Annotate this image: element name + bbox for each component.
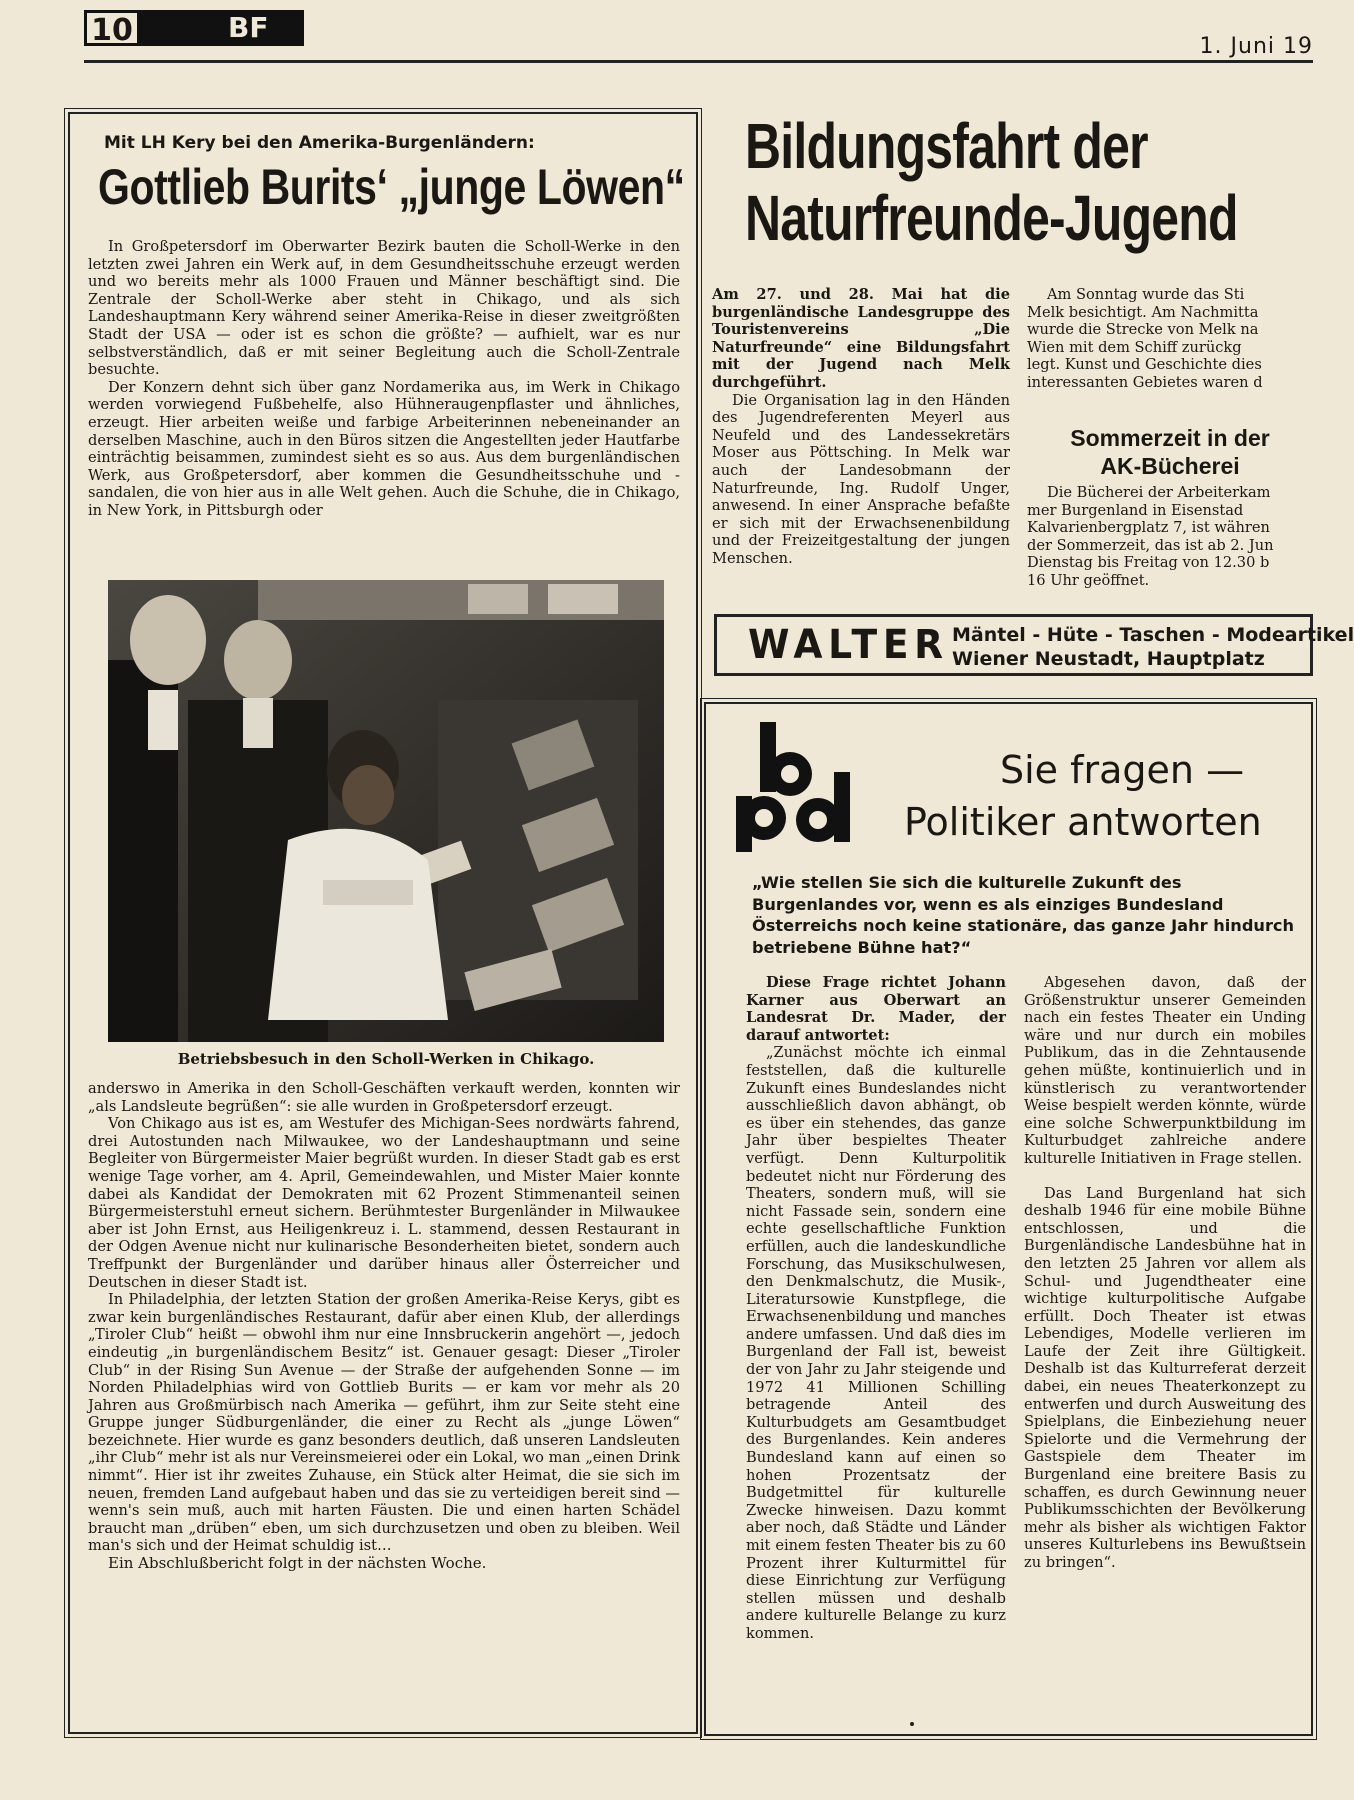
bpd-question: „Wie stellen Sie sich die kulturelle Zukunft des Burgenlandes vor, wenn es als einziges Bundesland Österreichs noch keine stationäre, das ganze Jahr hindurch betriebene Bühne hat?“ (752, 873, 1295, 957)
bpd-title-line1: Sie fragen — (1000, 748, 1245, 792)
footer-dot (910, 1722, 914, 1726)
naturfreunde-body (712, 286, 1010, 591)
paragraph: anderswo in Amerika in den Scholl-Geschäften verkauft werden, konnten wir „als Landsleute begrüßen“: sie alle wurden in Großpetersdorf erzeugt. (88, 1080, 680, 1115)
issue-date: 1. Juni 19 (1199, 34, 1313, 59)
headline-line: Bildungsfahrt der (745, 110, 1148, 182)
text-line: der Sommerzeit, das ist ab 2. Jun (1027, 536, 1274, 554)
bpd-logo-icon (736, 722, 850, 852)
walter-products: Mäntel - Hüte - Taschen - Modeartikel (952, 624, 1354, 646)
text-line: Melk besichtigt. Am Nachmitta (1027, 303, 1259, 321)
bpd-logo (736, 722, 850, 852)
text-line: Kalvarienbergplatz 7, ist währen (1027, 519, 1270, 537)
walter-address: Wiener Neustadt, Hauptplatz (952, 648, 1265, 670)
bpd-title-line2: Politiker antworten (904, 800, 1262, 844)
bpd-answer-col1 (746, 974, 1006, 1719)
page-number: 10 (84, 10, 140, 46)
headline-line: Sommerzeit in der (1070, 425, 1270, 451)
text-line: legt. Kunst und Geschichte dies (1027, 356, 1262, 374)
paragraph: „Zunächst möchte ich einmal feststellen, daß die kulturelle Zukunft eines Bundeslandes nicht ausschließlich davon abhängt, ob es über ein stehendes, das ganze Jahr über bespieltes Theater verfügt. Denn Kulturpolitik bedeutet nicht nur Förderung des Theaters, sondern muß, will sie nicht Fassade sein, sondern eine echte gesellschaftliche Funktion erfüllen, auch die landeskundliche Forschung, das Musikschulwesen, den Denkmalschutz, die Musik-, Literatursowie Kunstpflege, die Erwachsenenbildung und manches andere umfassen. Und daß dies im Burgenland der Fall ist, beweist der von Jahr zu Jahr steigende und 1972 41 Millionen Schilling betragende Anteil des Kulturbudgets am Gesamtbudget des Burgenlandes. Kein anderes Bundesland kann auf einen so hohen Prozentsatz der Budgetmittel für kulturelle Zwecke hinweisen. Dazu kommt aber noch, daß Städte und Länder mit einem festen Theater bis zu 60 Prozent ihrer Kulturmittel für diese Einrichtung zur Verfügung stellen müssen und deshalb andere kulturelle Belange zu kurz kommen. (746, 1044, 1006, 1642)
naturfreunde-headline (745, 110, 1238, 254)
header-rule (84, 60, 1313, 63)
paragraph: Von Chikago aus ist es, am Westufer des Michigan-Sees nordwärts fahrend, drei Autostunden nach Milwaukee, wo der Landeshauptmann und seine Begleiter von Bürgermeister Maier begrüßt wurden. In dieser Stadt gab es erst wenige Tage vorher, am 4. April, Gemeindewahlen, und Mister Maier konnte dabei als Kandidat der Demokraten mit 62 Prozent Stimmenanteil seinen Bürgermeisterstuhl erneut sichern. Berühmtester Burgenländer in Milwaukee aber ist John Ernst, aus Heiligenkreuz i. L. stammend, dessen Restaurant in der Odgen Avenue nicht nur kulinarische Besonderheiten bietet, sondern auch Treffpunkt der Burgenländer und darüber hinaus aller Österreicher und Deutschen in dieser Stadt ist. (88, 1115, 680, 1291)
paragraph: Das Land Burgenland hat sich deshalb 1946 für eine mobile Bühne entschlossen, und die Burgenländische Landesbühne hat in den letzten 25 Jahren vor allem als Schul- und Jugendtheater eine wichtige kulturpolitische Aufgabe erfüllt. Doch Theater ist etwas Lebendiges, Modelle verlieren im Laufe der Zeit ihre Gültigkeit. Deshalb ist das Kulturreferat derzeit dabei, ein neues Theaterkonzept zu entwerfen und durch Ausweitung des Spielplans, die Einbeziehung neuer Spielorte und die Vermehrung der Gastspiele dem Theater im Burgenland eine breitere Basis zu schaffen, es durch Gewinnung neuer Publikumsschichten der Bevölkerung mehr als bisher als wichtigen Faktor unseres Kulturlebens ins Bewußtsein zu bringen“. (1024, 1184, 1306, 1571)
article-headline: Gottlieb Burits‘ „junge Löwen“ (98, 159, 685, 215)
paragraph: Der Konzern dehnt sich über ganz Nordamerika aus, im Werk in Chikago werden vorwiegend Fußbehelfe, also Hühneraugenpflaster und ähnliches, erzeugt. Hier arbeiten weiße und farbige Arbeiterinnen nebeneinander an derselben Maschine, auch in den Büros sitzen die Angestellten jeder Hautfarbe einträchtig beisammen, zumindest sieht es so aus. Aus dem burgenländischen Werk, aus Großpetersdorf, aber kommen die Gesundheitsschuhe und -sandalen, die von hier aus in alle Welt gehen. Auch die Schuhe, die in Chikago, in New York, in Pittsburgh oder (88, 378, 680, 519)
naturfreunde-body-continued (1027, 286, 1313, 396)
section-tag: BF (140, 10, 304, 46)
factory-photo (108, 580, 664, 1042)
lead-paragraph: Am 27. und 28. Mai hat die burgenländische Landesgruppe des Touristenvereins „Die Naturfreunde“ eine Bildungsfahrt mit der Jugend nach Melk durchgeführt. (712, 286, 1010, 391)
text-line: Wien mit dem Schiff zurückg (1027, 338, 1242, 356)
article-kicker: Mit LH Kery bei den Amerika-Burgenländern: (104, 133, 535, 153)
headline-line: Naturfreunde-Jugend (745, 182, 1238, 254)
left-article-body-top (88, 238, 680, 568)
paragraph: In Philadelphia, der letzten Station der großen Amerika-Reise Kerys, gibt es zwar kein burgenländisches Restaurant, dafür aber einen Klub, der allerdings „Tiroler Club“ heißt — obwohl ihm nur eine Innsbruckerin angehört —, jedoch eindeutig „in burgenländischem Besitz“ ist. Genauer gesagt: Dieser „Tiroler Club“ in der Rising Sun Avenue — der Straße der aufgehenden Sonne — im Norden Philadelphias wird von Gottlieb Burits — er kam vor mehr als 20 Jahren aus Großmürbisch nach Amerika — geführt, ihm zur Seite steht eine Gruppe junger Südburgenländer, die einer zu Recht als „junge Löwen“ bezeichnete. Hier wurde es ganz besonders deutlich, daß unseren Landsleuten „ihr Club“ mehr ist als nur Vereinsmeierei oder ein Lokal, wo man „einen Drink nimmt“. Hier ist ihr zweites Zuhause, ein Stück alter Heimat, die sie sich im neuen, fremden Land aufgebaut haben und das sie zu verteidigen bereit sind — wenn's sein muß, auch mit harten Fäusten. Die und einen harten Schädel braucht man „drüben“ eben, um sich durchzusetzen und oben zu bleiben. Weil man's sich und der Heimat schuldig ist… (88, 1291, 680, 1555)
text-line: mer Burgenland in Eisenstad (1027, 501, 1244, 519)
photo-caption: Betriebsbesuch in den Scholl-Werken in Chikago. (177, 1050, 595, 1068)
text-line: wurde die Strecke von Melk na (1027, 321, 1259, 339)
sommerzeit-body (1027, 484, 1313, 594)
lead-paragraph: Diese Frage richtet Johann Karner aus Oberwart an Landesrat Dr. Mader, der darauf antwortet: (746, 974, 1006, 1044)
sommerzeit-headline (1027, 424, 1313, 480)
text-line: Die Bücherei der Arbeiterkam (1047, 484, 1271, 501)
text-line: Am Sonntag wurde das Sti (1047, 286, 1245, 303)
closing-note: Ein Abschlußbericht folgt in der nächsten Woche. (108, 1554, 487, 1573)
text-line: Dienstag bis Freitag von 12.30 b (1027, 554, 1270, 572)
text-line: interessanten Gebietes waren d (1027, 373, 1263, 391)
bpd-answer-col2 (1024, 974, 1306, 1719)
factory-photo-image (108, 580, 664, 1042)
left-article-body-bottom (88, 1080, 680, 1726)
walter-brand: WALTER (748, 622, 949, 668)
paragraph: Abgesehen davon, daß der Größenstruktur unserer Gemeinden nach ein festes Theater ein Unding wäre und nur durch ein mobiles Publikum, das in die Zehntausende gehen müßte, kontinuierlich und in künstlerisch zu verantwortender Weise bespielt werden könnte, würde eine solche Schwerpunktbildung im Kulturbudget zahlreiche andere kulturelle Initiativen in Frage stellen. (1024, 974, 1306, 1167)
headline-line: AK-Bücherei (1100, 453, 1240, 479)
paragraph: In Großpetersdorf im Oberwarter Bezirk bauten die Scholl-Werke in den letzten zwei Jahren ein Werk auf, in dem Gesundheitsschuhe erzeugt werden und wo bereits mehr als 1000 Frauen und Männer beschäftigt sind. Die Zentrale der Scholl-Werke aber steht in Chikago, und als sich Landeshauptmann Kery während seiner Amerika-Reise in dieser zweitgrößten Stadt der USA — oder ist es schon die größte? — aufhielt, war es nur selbstverständlich, daß er mit seiner Begleitung auch die Scholl-Zentrale besuchte. (88, 238, 680, 379)
paragraph: Die Organisation lag in den Händen des Jugendreferenten Meyerl aus Neufeld und des Landessekretärs Moser aus Pöttsching. In Melk war auch der Landesobmann der Naturfreunde, Ing. Rudolf Unger, anwesend. In einer Ansprache befaßte er sich mit der Erwachsenenbildung und der Freizeitgestaltung der jungen Menschen. (712, 391, 1010, 567)
text-line: 16 Uhr geöffnet. (1027, 571, 1150, 589)
